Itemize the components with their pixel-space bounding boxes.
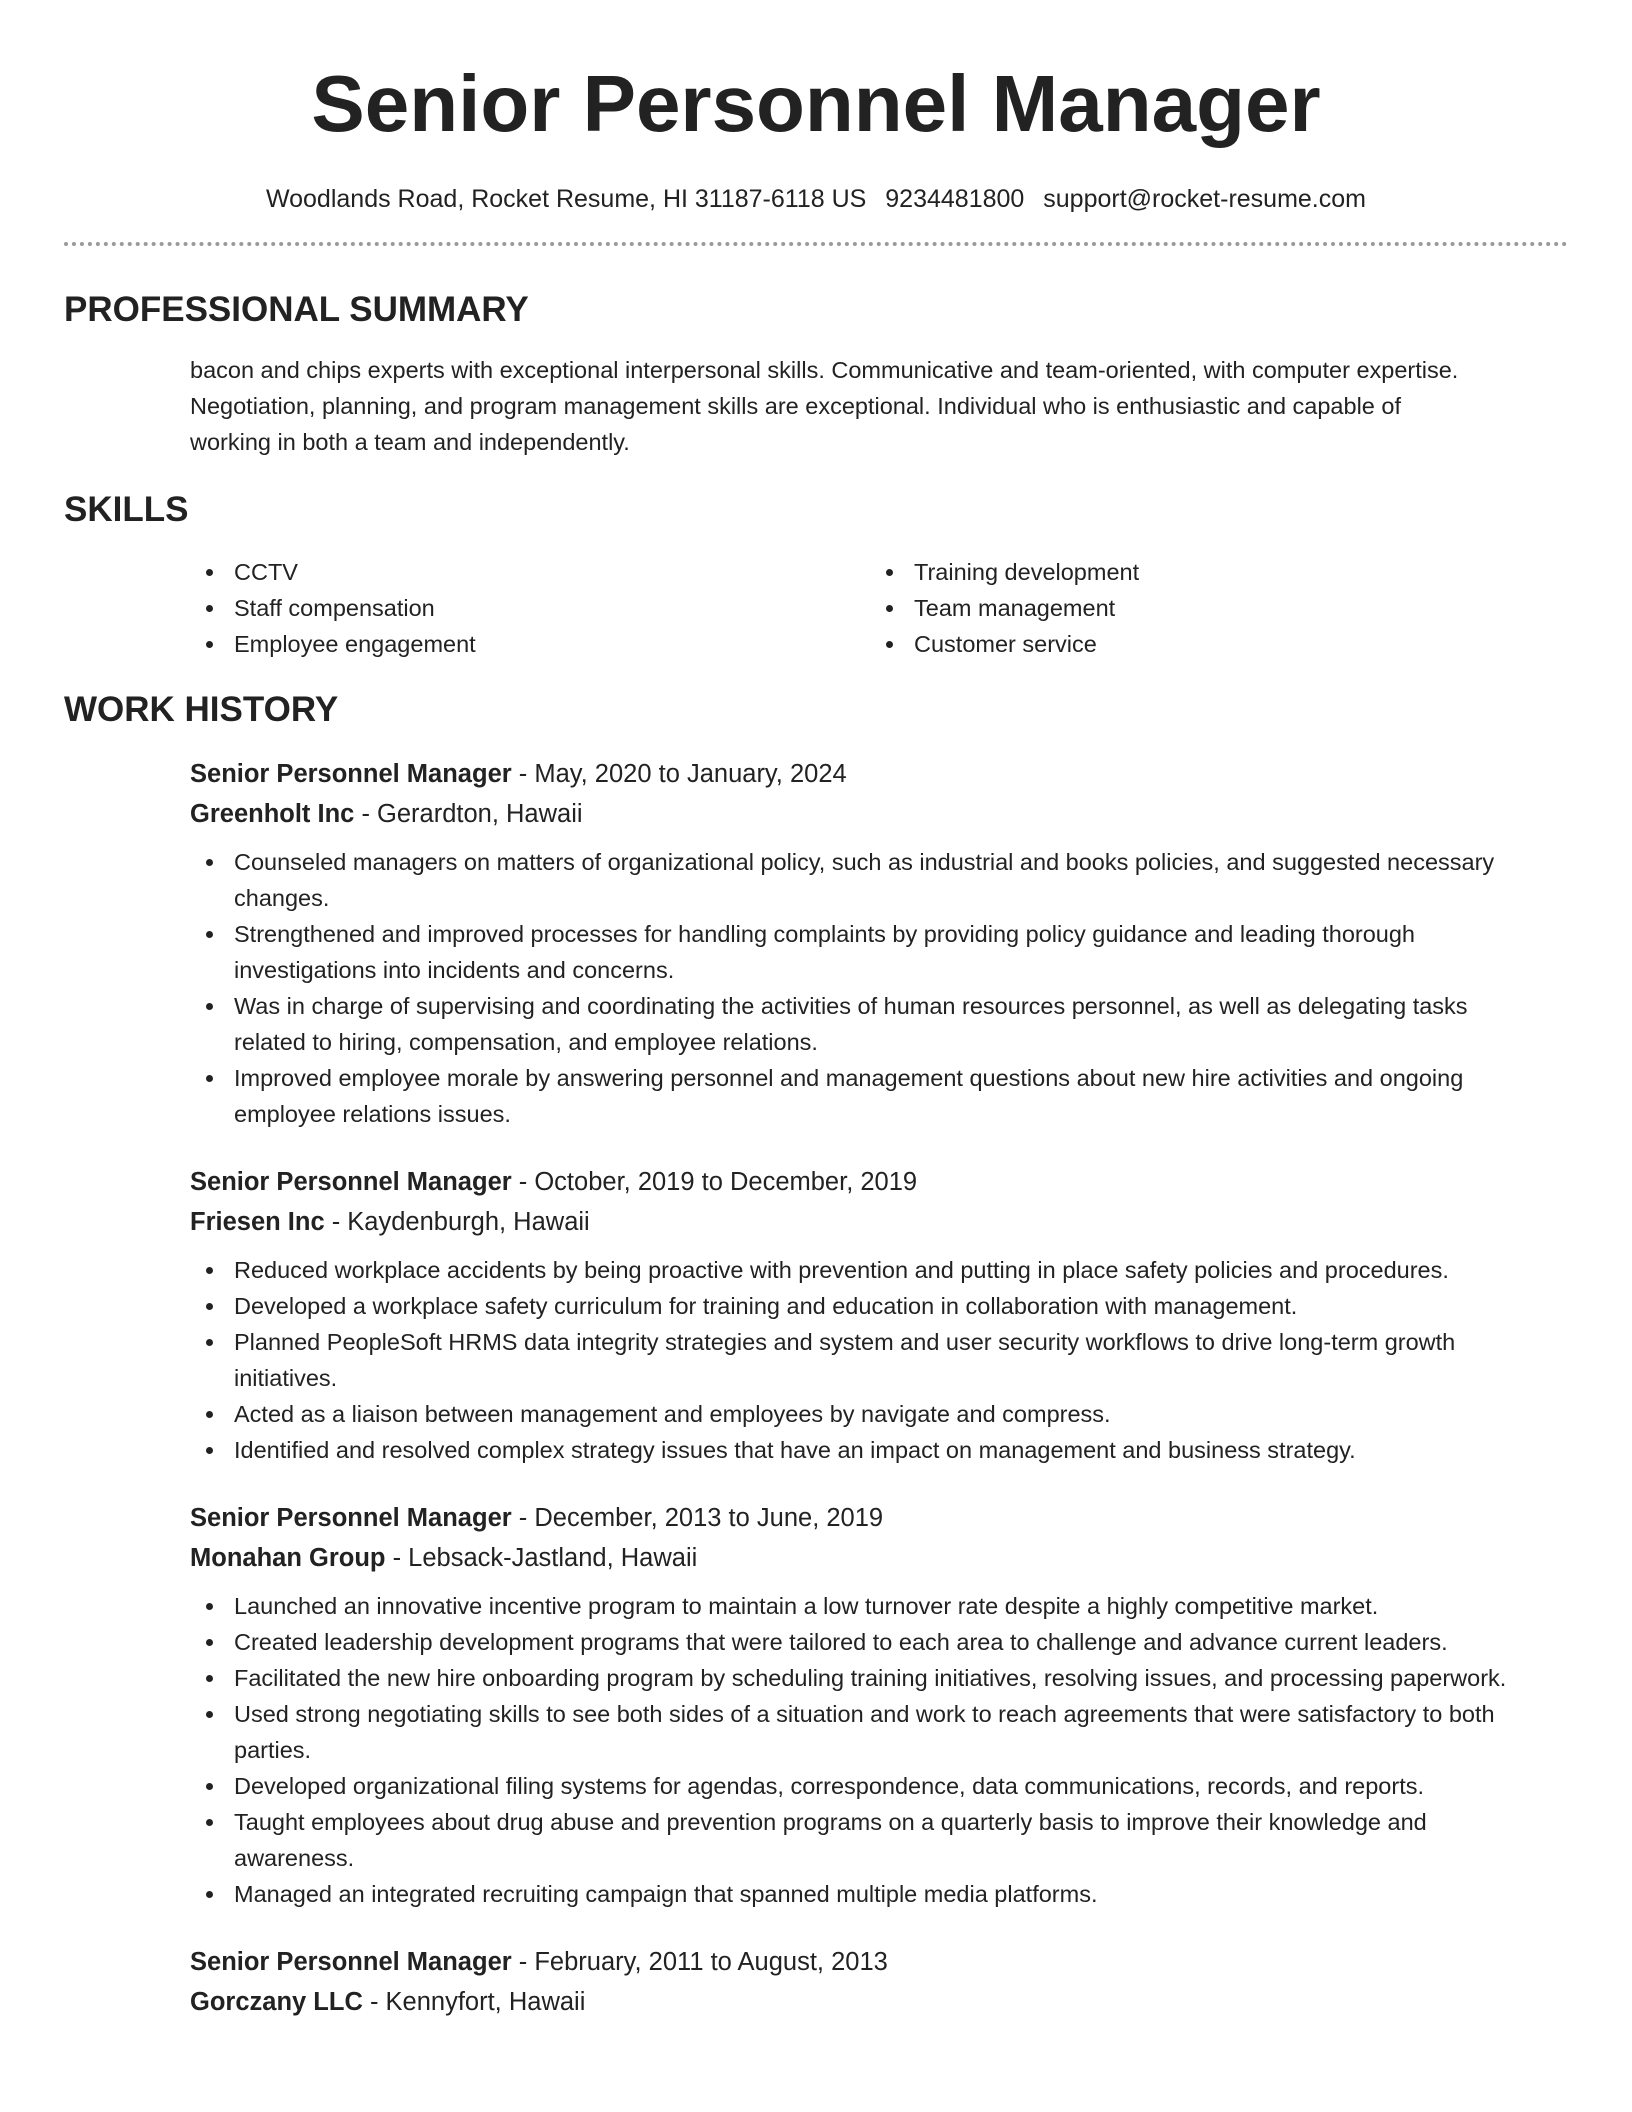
job-duty: Created leadership development programs that were tailored to each area to challenge and advance current leaders. bbox=[190, 1624, 1538, 1660]
job-dates: - October, 2019 to December, 2019 bbox=[511, 1168, 918, 1196]
job-role-line bbox=[190, 1942, 1538, 1982]
summary-text bbox=[64, 352, 1568, 460]
job-entry bbox=[190, 1498, 1538, 1912]
skills-heading: SKILLS bbox=[64, 490, 189, 529]
work-history-list bbox=[64, 754, 1568, 2022]
job-duty: Taught employees about drug abuse and prevention programs on a quarterly basis to improve their knowledge and awareness. bbox=[190, 1804, 1538, 1876]
resume-name: Senior Personnel Manager bbox=[311, 59, 1321, 148]
job-company: Monahan Group bbox=[190, 1544, 386, 1572]
job-location: - Kennyfort, Hawaii bbox=[362, 1988, 586, 2016]
work-history-heading: WORK HISTORY bbox=[64, 690, 339, 729]
job-role-line bbox=[190, 1498, 1538, 1538]
job-entry bbox=[190, 754, 1538, 1132]
contact-line bbox=[64, 182, 1568, 216]
job-duty: Strengthened and improved processes for handling complaints by providing policy guidance and leading thorough investigations into incidents and concerns. bbox=[190, 916, 1538, 988]
skill-item: Training development bbox=[870, 554, 1538, 590]
job-duty: Developed organizational filing systems for agendas, correspondence, data communications, records, and reports. bbox=[190, 1768, 1538, 1804]
job-duty: Improved employee morale by answering personnel and management questions about new hire activities and ongoing employee relations issues. bbox=[190, 1060, 1538, 1132]
job-company-line bbox=[190, 794, 1538, 834]
header-divider bbox=[64, 242, 1568, 246]
skills-column-right bbox=[870, 554, 1538, 662]
job-duty: Reduced workplace accidents by being proactive with prevention and putting in place safety policies and procedures. bbox=[190, 1252, 1538, 1288]
summary-line: Negotiation, planning, and program management skills are exceptional. Individual who is enthusiastic and capable of bbox=[190, 393, 1401, 419]
job-company-line bbox=[190, 1202, 1538, 1242]
summary-line: bacon and chips experts with exceptional interpersonal skills. Communicative and team-oriented, with computer expertise. bbox=[190, 357, 1459, 383]
contact-phone: 9234481800 bbox=[885, 185, 1025, 213]
job-duty: Facilitated the new hire onboarding program by scheduling training initiatives, resolving issues, and processing paperwork. bbox=[190, 1660, 1538, 1696]
job-location: - Kaydenburgh, Hawaii bbox=[324, 1208, 590, 1236]
job-duty: Acted as a liaison between management and employees by navigate and compress. bbox=[190, 1396, 1538, 1432]
job-duty: Managed an integrated recruiting campaign that spanned multiple media platforms. bbox=[190, 1876, 1538, 1912]
skill-item: Staff compensation bbox=[190, 590, 870, 626]
job-dates: - February, 2011 to August, 2013 bbox=[511, 1948, 888, 1976]
job-entry bbox=[190, 1162, 1538, 1468]
job-duties bbox=[190, 1588, 1538, 1912]
job-role: Senior Personnel Manager bbox=[190, 1948, 512, 1976]
contact-address: Woodlands Road, Rocket Resume, HI 31187-6118 US bbox=[265, 185, 867, 213]
skills-column-left bbox=[190, 554, 870, 662]
job-duty: Developed a workplace safety curriculum for training and education in collaboration with management. bbox=[190, 1288, 1538, 1324]
job-duties bbox=[190, 844, 1538, 1132]
job-role: Senior Personnel Manager bbox=[190, 760, 512, 788]
job-duty: Counseled managers on matters of organizational policy, such as industrial and books policies, and suggested necessary changes. bbox=[190, 844, 1538, 916]
job-location: - Gerardton, Hawaii bbox=[354, 800, 583, 828]
job-company: Gorczany LLC bbox=[190, 1988, 363, 2016]
contact-email: support@rocket-resume.com bbox=[1043, 185, 1366, 213]
skill-item: Customer service bbox=[870, 626, 1538, 662]
skills-list bbox=[64, 554, 1568, 662]
job-dates: - May, 2020 to January, 2024 bbox=[511, 760, 847, 788]
summary-line: working in both a team and independently. bbox=[190, 429, 630, 455]
job-location: - Lebsack-Jastland, Hawaii bbox=[385, 1544, 698, 1572]
job-duty: Was in charge of supervising and coordinating the activities of human resources personnel, as well as delegating tasks related to hiring, compensation, and employee relations. bbox=[190, 988, 1538, 1060]
job-role-line bbox=[190, 1162, 1538, 1202]
job-duty: Used strong negotiating skills to see both sides of a situation and work to reach agreements that were satisfactory to both parties. bbox=[190, 1696, 1538, 1768]
job-company: Friesen Inc bbox=[190, 1208, 325, 1236]
job-duties bbox=[190, 1252, 1538, 1468]
skill-item: Team management bbox=[870, 590, 1538, 626]
skill-item: CCTV bbox=[190, 554, 870, 590]
job-role: Senior Personnel Manager bbox=[190, 1168, 512, 1196]
skill-item: Employee engagement bbox=[190, 626, 870, 662]
job-duty: Planned PeopleSoft HRMS data integrity strategies and system and user security workflows to drive long-term growth initiatives. bbox=[190, 1324, 1538, 1396]
job-role: Senior Personnel Manager bbox=[190, 1504, 512, 1532]
job-dates: - December, 2013 to June, 2019 bbox=[511, 1504, 884, 1532]
job-duty: Launched an innovative incentive program to maintain a low turnover rate despite a highly competitive market. bbox=[190, 1588, 1538, 1624]
job-role-line bbox=[190, 754, 1538, 794]
job-company: Greenholt Inc bbox=[190, 800, 355, 828]
job-company-line bbox=[190, 1982, 1538, 2022]
job-entry bbox=[190, 1942, 1538, 2022]
job-company-line bbox=[190, 1538, 1538, 1578]
job-duty: Identified and resolved complex strategy issues that have an impact on management and business strategy. bbox=[190, 1432, 1538, 1468]
summary-heading: PROFESSIONAL SUMMARY bbox=[64, 290, 529, 329]
